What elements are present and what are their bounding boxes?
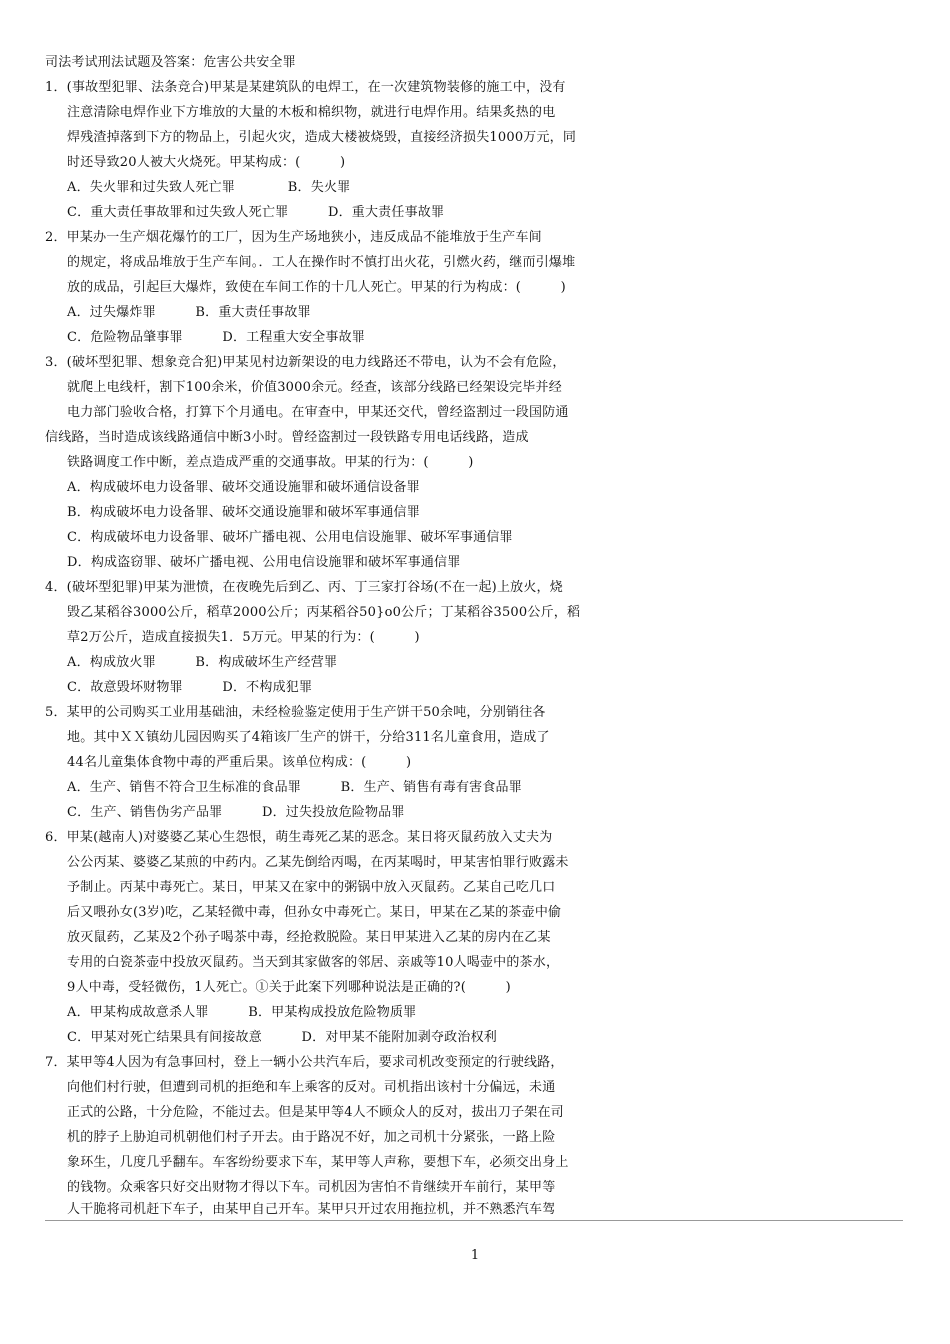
- q3-line-4: 信线路，当时造成该线路通信中断3小时。曾经盗割过一段铁路专用电话线路，造成: [45, 430, 529, 445]
- q7-line-4: 机的脖子上胁迫司机朝他们村子开去。由于路况不好，加之司机十分紧张，一路上险: [67, 1130, 556, 1145]
- q6-line-5: 放灭鼠药，乙某及2个孙子喝茶中毒，经抢救脱险。某日甲某进入乙某的房内在乙某: [67, 930, 551, 945]
- q3-line-1: 3．(破坏型犯罪、想象竞合犯)甲某见村边新架设的电力线路还不带电，认为不会有危险，: [45, 355, 566, 370]
- q2-line-2: 的规定，将成品堆放于生产车间。．工人在操作时不慎打出火花，引燃火药，继而引爆堆: [67, 255, 576, 270]
- q3-option-b: B．构成破坏电力设备罪、破坏交通设施罪和破坏军事通信罪: [67, 505, 420, 520]
- document-title: 司法考试刑法试题及答案：危害公共安全罪: [45, 55, 296, 70]
- q6-options-cd: C．甲某对死亡结果具有间接故意 D．对甲某不能附加剥夺政治权利: [67, 1030, 497, 1045]
- q2-options-ab: A．过失爆炸罪 B．重大责任事故罪: [67, 305, 311, 320]
- q3-line-3: 电力部门验收合格，打算下个月通电。在审查中，甲某还交代，曾经盗割过一段国防通: [67, 405, 569, 420]
- q7-line-7: 人干脆将司机赶下车子，由某甲自己开车。某甲只开过农用拖拉机，并不熟悉汽车驾: [67, 1202, 556, 1217]
- q5-options-ab: A．生产、销售不符合卫生标准的食品罪 B．生产、销售有毒有害食品罪: [67, 780, 522, 795]
- q6-line-4: 后又喂孙女(3岁)吃，乙某轻微中毒，但孙女中毒死亡。某日，甲某在乙某的茶壶中偷: [67, 905, 562, 920]
- q6-line-3: 予制止。丙某中毒死亡。某日，甲某又在家中的粥锅中放入灭鼠药。乙某自己吃几口: [67, 880, 556, 895]
- q6-options-ab: A．甲某构成故意杀人罪 B．甲某构成投放危险物质罪: [67, 1005, 417, 1020]
- q6-line-1: 6．甲某(越南人)对婆婆乙某心生怨恨，萌生毒死乙某的恶念。某日将灭鼠药放入丈夫为: [45, 830, 553, 845]
- q7-line-2: 向他们村行驶，但遭到司机的拒绝和车上乘客的反对。司机指出该村十分偏远，未通: [67, 1080, 556, 1095]
- q3-line-5: 铁路调度工作中断，差点造成严重的交通事故。甲某的行为：( ): [67, 455, 474, 470]
- q1-options-ab: A．失火罪和过失致人死亡罪 B．失火罪: [67, 180, 351, 195]
- q6-line-2: 公公丙某、婆婆乙某煎的中药内。乙某先倒给丙喝，在丙某喝时，甲某害怕罪行败露未: [67, 855, 569, 870]
- q3-line-2: 就爬上电线杆，割下100余米，价值3000余元。经查，该部分线路已经架设完毕并经: [67, 380, 562, 395]
- q4-line-1: 4．(破坏型犯罪)甲某为泄愤，在夜晚先后到乙、丙、丁三家打谷场(不在一起)上放火，烧: [45, 580, 563, 595]
- q1-options-cd: C．重大责任事故罪和过失致人死亡罪 D．重大责任事故罪: [67, 205, 445, 220]
- q4-line-3: 草2万公斤，造成直接损失1．5万元。甲某的行为：( ): [67, 630, 420, 645]
- q7-line-5: 象环生，几度几乎翻车。车客纷纷要求下车，某甲等人声称，要想下车，必须交出身上: [67, 1155, 569, 1170]
- q2-line-3: 放的成品，引起巨大爆炸，致使在车间工作的十几人死亡。甲某的行为构成：( ): [67, 280, 566, 295]
- q1-line-4: 时还导致20人被大火烧死。甲某构成：( ): [67, 155, 346, 170]
- q5-options-cd: C．生产、销售伪劣产品罪 D．过失投放危险物品罪: [67, 805, 405, 820]
- q1-line-1: 1．(事故型犯罪、法条竞合)甲某是某建筑队的电焊工，在一次建筑物装修的施工中，没有: [45, 80, 566, 95]
- q6-line-7: 9人中毒，受轻微伤，1人死亡。①关于此案下列哪种说法是正确的?( ): [67, 980, 511, 995]
- q2-options-cd: C．危险物品肇事罪 D．工程重大安全事故罪: [67, 330, 365, 345]
- q4-options-cd: C．故意毁坏财物罪 D．不构成犯罪: [67, 680, 313, 695]
- q6-line-6: 专用的白瓷茶壶中投放灭鼠药。当天到其家做客的邻居、亲戚等10人喝壶中的茶水，: [67, 955, 560, 970]
- q2-line-1: 2．甲某办一生产烟花爆竹的工厂，因为生产场地狭小，违反成品不能堆放于生产车间: [45, 230, 542, 245]
- footer-divider: [45, 1220, 903, 1221]
- page-number: 1: [470, 1248, 480, 1263]
- q3-option-a: A．构成破坏电力设备罪、破坏交通设施罪和破坏通信设备罪: [67, 480, 420, 495]
- q7-line-1: 7．某甲等4人因为有急事回村，登上一辆小公共汽车后，要求司机改变预定的行驶线路，: [45, 1055, 564, 1070]
- q3-option-d: D．构成盗窃罪、破坏广播电视、公用电信设施罪和破坏军事通信罪: [67, 555, 461, 570]
- q1-line-3: 焊残渣掉落到下方的物品上，引起火灾，造成大楼被烧毁，直接经济损失1000万元，同: [67, 130, 577, 145]
- q4-line-2: 毁乙某稻谷3000公斤，稻草2000公斤；丙某稻谷50}o0公斤；丁某稻谷3500公斤，稻: [67, 605, 581, 620]
- q7-line-6: 的钱物。众乘客只好交出财物才得以下车。司机因为害怕不肯继续开车前行，某甲等: [67, 1180, 556, 1195]
- q7-line-3: 正式的公路，十分危险，不能过去。但是某甲等4人不顾众人的反对，拔出刀子架在司: [67, 1105, 564, 1120]
- q4-options-ab: A．构成放火罪 B．构成破坏生产经营罪: [67, 655, 338, 670]
- q5-line-3: 44名儿童集体食物中毒的严重后果。该单位构成：( ): [67, 755, 412, 770]
- q5-line-1: 5．某甲的公司购买工业用基础油，未经检验鉴定使用于生产饼干50余吨，分别销往各: [45, 705, 546, 720]
- q1-line-2: 注意清除电焊作业下方堆放的大量的木板和棉织物，就进行电焊作用。结果炙热的电: [67, 105, 556, 120]
- q3-option-c: C．构成破坏电力设备罪、破坏广播电视、公用电信设施罪、破坏军事通信罪: [67, 530, 513, 545]
- q5-line-2: 地。其中ＸＸ镇幼儿园因购买了4箱该厂生产的饼干，分给311名儿童食用，造成了: [67, 730, 550, 745]
